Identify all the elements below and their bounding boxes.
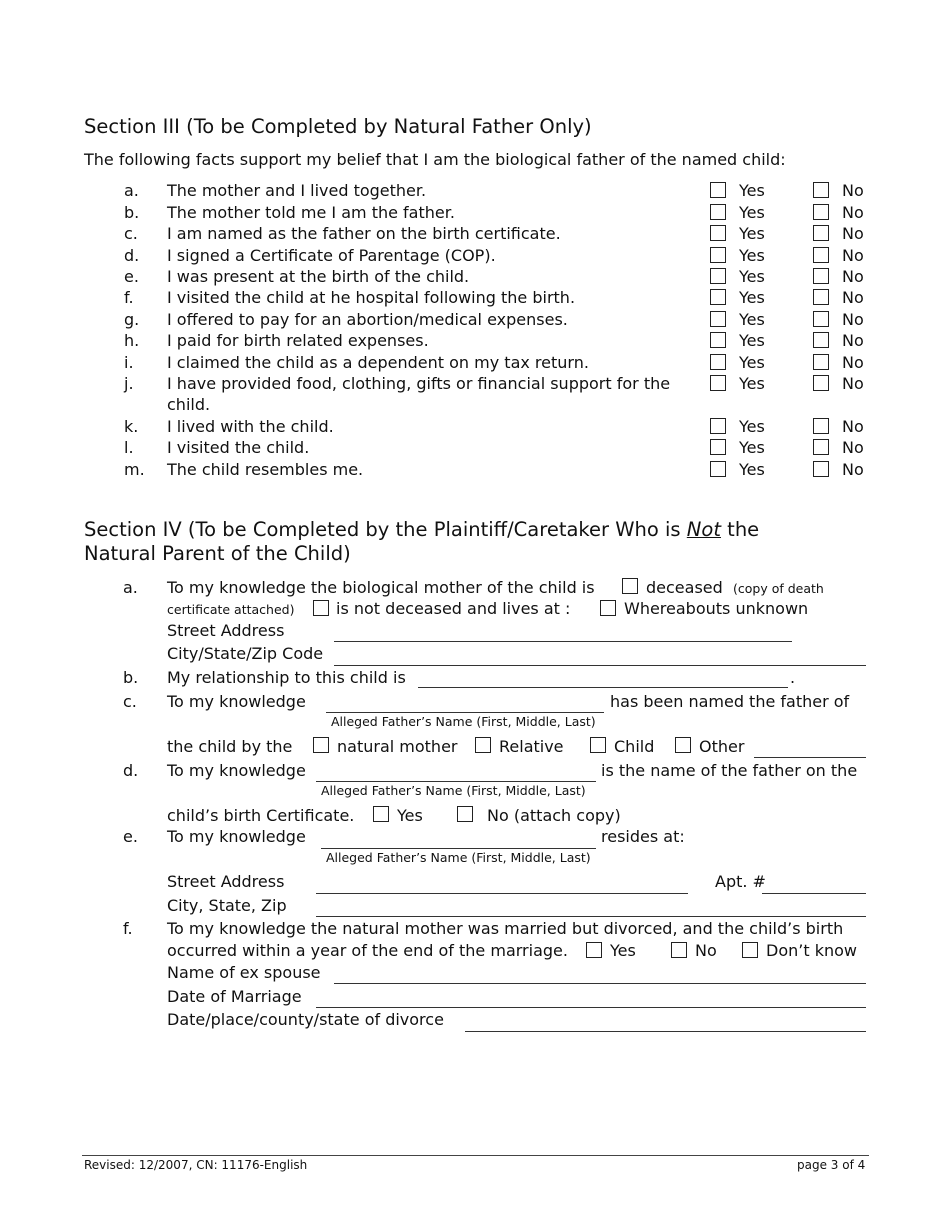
deceased-checkbox[interactable] [622, 578, 638, 594]
whereabouts-unknown-label: Whereabouts unknown [624, 599, 809, 618]
section-3-heading: Section III (To be Completed by Natural Father Only) [84, 115, 592, 138]
fact-text: I claimed the child as a dependent on my tax return. [167, 353, 589, 372]
fact-no-label: No [842, 353, 864, 372]
other-checkbox[interactable] [675, 737, 691, 753]
alleged-father-name-line-e[interactable] [321, 848, 596, 849]
fact-letter: h. [124, 331, 140, 350]
section-3-intro: The following facts support my belief that I am the biological father of the named child: [84, 150, 786, 169]
fact-letter: k. [124, 417, 139, 436]
divorce-details-label: Date/place/county/state of divorce [167, 1010, 444, 1029]
item-d-letter: d. [123, 761, 139, 780]
section-4-heading-pre: Section IV (To be Completed by the Plaintiff/Caretaker Who is [84, 518, 687, 541]
fact-yes-checkbox[interactable] [710, 268, 726, 284]
fact-no-checkbox[interactable] [813, 311, 829, 327]
item-e-letter: e. [123, 827, 138, 846]
fact-text: I visited the child. [167, 438, 310, 457]
natural-mother-checkbox[interactable] [313, 737, 329, 753]
birth-cert-no-label: No (attach copy) [487, 806, 621, 825]
fact-yes-label: Yes [739, 224, 765, 243]
fact-text: I am named as the father on the birth certificate. [167, 224, 561, 243]
fact-no-checkbox[interactable] [813, 182, 829, 198]
divorce-dont-know-label: Don’t know [766, 941, 857, 960]
fact-letter: a. [124, 181, 139, 200]
fact-letter: c. [124, 224, 138, 243]
whereabouts-unknown-checkbox[interactable] [600, 600, 616, 616]
footer-page-number: page 3 of 4 [797, 1158, 866, 1172]
fact-no-label: No [842, 288, 864, 307]
fact-letter: d. [124, 246, 140, 265]
mother-street-line[interactable] [334, 641, 792, 642]
ex-spouse-line[interactable] [334, 983, 866, 984]
section-4-heading-not: Not [686, 518, 721, 541]
divorce-dont-know-checkbox[interactable] [742, 942, 758, 958]
fact-yes-checkbox[interactable] [710, 182, 726, 198]
other-line[interactable] [754, 757, 866, 758]
fact-no-checkbox[interactable] [813, 375, 829, 391]
fact-yes-checkbox[interactable] [710, 439, 726, 455]
not-deceased-checkbox[interactable] [313, 600, 329, 616]
apt-line[interactable] [762, 893, 866, 894]
fact-yes-checkbox[interactable] [710, 204, 726, 220]
fact-text: I have provided food, clothing, gifts or financial support for the [167, 374, 671, 393]
item-d-text: To my knowledge [167, 761, 306, 780]
fact-no-checkbox[interactable] [813, 439, 829, 455]
relative-checkbox[interactable] [475, 737, 491, 753]
not-deceased-label: is not deceased and lives at : [336, 599, 571, 618]
fact-yes-label: Yes [739, 417, 765, 436]
fact-yes-checkbox[interactable] [710, 354, 726, 370]
relationship-period: . [790, 668, 796, 687]
item-a-text: To my knowledge the biological mother of the child is [167, 578, 595, 597]
fact-text: The child resembles me. [167, 460, 364, 479]
mother-city-line[interactable] [334, 665, 866, 666]
divorce-no-label: No [695, 941, 717, 960]
date-of-marriage-label: Date of Marriage [167, 987, 302, 1006]
apt-label: Apt. # [715, 872, 766, 891]
other-label: Other [699, 737, 745, 756]
fact-yes-checkbox[interactable] [710, 311, 726, 327]
fact-letter: b. [124, 203, 140, 222]
footer-revised: Revised: 12/2007, CN: 11176-English [84, 1158, 308, 1172]
father-city-line[interactable] [316, 916, 866, 917]
deceased-label: deceased [646, 578, 723, 597]
fact-no-label: No [842, 181, 864, 200]
fact-yes-label: Yes [739, 203, 765, 222]
fact-no-label: No [842, 246, 864, 265]
fact-yes-label: Yes [739, 331, 765, 350]
fact-yes-label: Yes [739, 267, 765, 286]
fact-letter: f. [124, 288, 134, 307]
section-4-heading [84, 518, 759, 542]
fact-yes-label: Yes [739, 460, 765, 479]
fact-no-label: No [842, 267, 864, 286]
fact-text: The mother and I lived together. [167, 181, 427, 200]
fact-text: I lived with the child. [167, 417, 334, 436]
fact-text: I paid for birth related expenses. [167, 331, 429, 350]
father-street-line[interactable] [316, 893, 688, 894]
item-e-text: To my knowledge [167, 827, 306, 846]
fact-text: I was present at the birth of the child. [167, 267, 470, 286]
fact-no-checkbox[interactable] [813, 461, 829, 477]
fact-text: I visited the child at he hospital following the birth. [167, 288, 576, 307]
copy-of-death-note: (copy of death [733, 581, 824, 596]
fact-yes-label: Yes [739, 246, 765, 265]
fact-yes-checkbox[interactable] [710, 461, 726, 477]
fact-text: I offered to pay for an abortion/medical expenses. [167, 310, 568, 329]
fact-no-checkbox[interactable] [813, 418, 829, 434]
fact-no-label: No [842, 460, 864, 479]
item-f-letter: f. [123, 919, 133, 938]
fact-yes-label: Yes [739, 438, 765, 457]
fact-no-label: No [842, 331, 864, 350]
item-d-line2: child’s birth Certificate. [167, 806, 355, 825]
fact-letter: m. [124, 460, 145, 479]
alleged-father-name-line-d[interactable] [316, 781, 596, 782]
alleged-father-name-line-c[interactable] [326, 712, 604, 713]
fact-no-checkbox[interactable] [813, 354, 829, 370]
divorce-yes-label: Yes [610, 941, 636, 960]
fact-yes-label: Yes [739, 181, 765, 200]
fact-yes-checkbox[interactable] [710, 289, 726, 305]
fact-letter: l. [124, 438, 134, 457]
item-f-text: To my knowledge the natural mother was married but divorced, and the child’s birth [167, 919, 844, 938]
fact-yes-label: Yes [739, 288, 765, 307]
item-c-text: To my knowledge [167, 692, 306, 711]
fact-yes-checkbox[interactable] [710, 247, 726, 263]
relationship-line[interactable] [418, 687, 788, 688]
fact-yes-checkbox[interactable] [710, 225, 726, 241]
item-a-letter: a. [123, 578, 138, 597]
fact-no-label: No [842, 310, 864, 329]
mother-city-label: City/State/Zip Code [167, 644, 324, 663]
fact-no-checkbox[interactable] [813, 204, 829, 220]
fact-letter: i. [124, 353, 134, 372]
item-b-letter: b. [123, 668, 139, 687]
date-of-marriage-line[interactable] [316, 1007, 866, 1008]
child-label: Child [614, 737, 655, 756]
birth-cert-yes-checkbox[interactable] [373, 806, 389, 822]
fact-yes-checkbox[interactable] [710, 418, 726, 434]
father-city-label: City, State, Zip [167, 896, 287, 915]
birth-cert-yes-label: Yes [397, 806, 423, 825]
item-c-line2: the child by the [167, 737, 293, 756]
divorce-no-checkbox[interactable] [671, 942, 687, 958]
divorce-details-line[interactable] [465, 1031, 866, 1032]
footer-rule [82, 1155, 869, 1156]
section-4-heading-line2: Natural Parent of the Child) [84, 542, 351, 565]
item-f-text2: occurred within a year of the end of the marriage. [167, 941, 568, 960]
fact-letter: j. [124, 374, 134, 393]
fact-yes-label: Yes [739, 353, 765, 372]
ex-spouse-label: Name of ex spouse [167, 963, 321, 982]
item-b-text: My relationship to this child is [167, 668, 406, 687]
fact-text: The mother told me I am the father. [167, 203, 455, 222]
fact-no-label: No [842, 203, 864, 222]
natural-mother-label: natural mother [337, 737, 458, 756]
item-e-caption: Alleged Father’s Name (First, Middle, Last) [326, 850, 591, 865]
fact-yes-label: Yes [739, 374, 765, 393]
section-4-heading-post: the [720, 518, 760, 541]
fact-no-checkbox[interactable] [813, 332, 829, 348]
fact-letter: g. [124, 310, 140, 329]
divorce-yes-checkbox[interactable] [586, 942, 602, 958]
fact-text-continued: child. [167, 395, 211, 414]
relative-label: Relative [499, 737, 564, 756]
fact-yes-checkbox[interactable] [710, 332, 726, 348]
fact-yes-checkbox[interactable] [710, 375, 726, 391]
fact-yes-label: Yes [739, 310, 765, 329]
fact-no-checkbox[interactable] [813, 289, 829, 305]
fact-no-label: No [842, 224, 864, 243]
fact-no-label: No [842, 417, 864, 436]
certificate-attached-note: certificate attached) [167, 602, 295, 617]
fact-no-label: No [842, 438, 864, 457]
fact-no-checkbox[interactable] [813, 225, 829, 241]
fact-letter: e. [124, 267, 139, 286]
item-e-text-after: resides at: [601, 827, 685, 846]
fact-no-label: No [842, 374, 864, 393]
item-d-text-after: is the name of the father on the [601, 761, 858, 780]
item-c-text-after: has been named the father of [610, 692, 850, 711]
child-checkbox[interactable] [590, 737, 606, 753]
fact-no-checkbox[interactable] [813, 268, 829, 284]
item-d-caption: Alleged Father’s Name (First, Middle, Last) [321, 783, 586, 798]
item-c-letter: c. [123, 692, 137, 711]
birth-cert-no-checkbox[interactable] [457, 806, 473, 822]
fact-no-checkbox[interactable] [813, 247, 829, 263]
father-street-label: Street Address [167, 872, 285, 891]
fact-text: I signed a Certificate of Parentage (COP). [167, 246, 496, 265]
item-c-caption: Alleged Father’s Name (First, Middle, Last) [331, 714, 596, 729]
mother-street-label: Street Address [167, 621, 285, 640]
